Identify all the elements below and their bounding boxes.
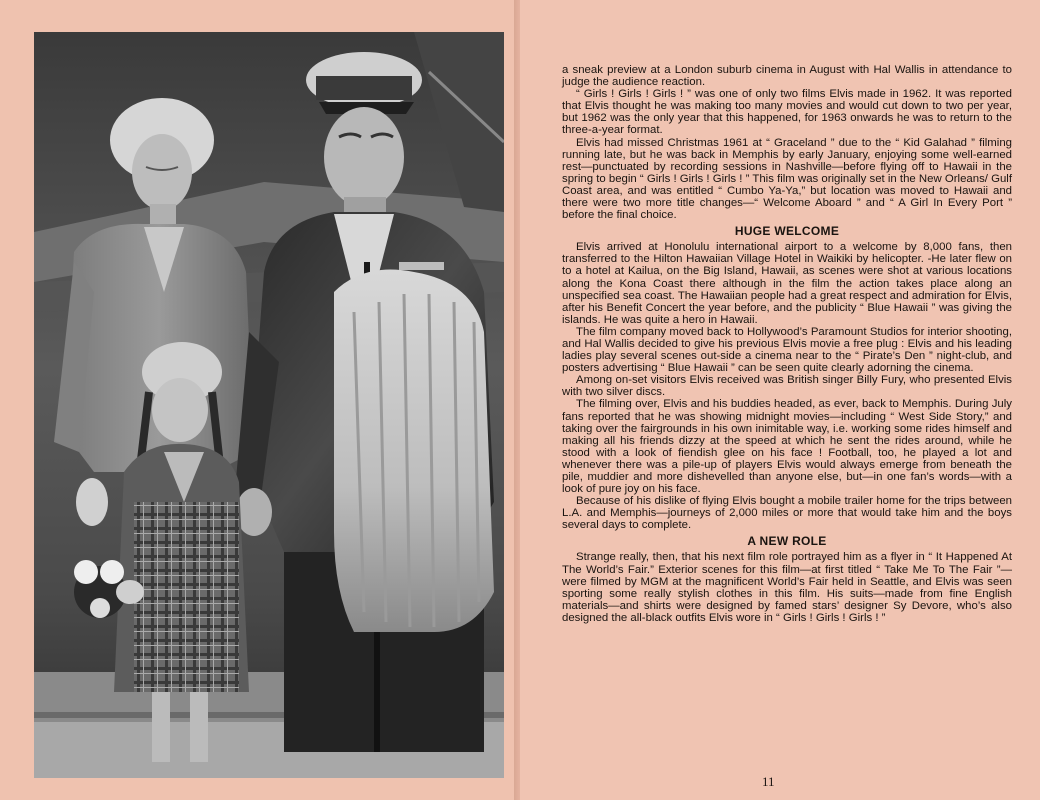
- film-still-image: [34, 32, 504, 778]
- paragraph: Elvis had missed Christmas 1961 at “ Graceland ” due to the “ Kid Galahad ” filming running late, but he was back in Memphis by early January, enjoying some well-earned rest—punctuated by recording sessions in Nashville—before flying off to Hawaii in the spring to begin “ Girls ! Girls ! Girls ! ” This film was originally set in the New Orleans/ Gulf Coast area, and was entitled “ Cumbo Ya-Ya,” but location was moved to Hawaii and there were two more title changes—“ Welcome Aboard ” and “ A Girl In Every Port ” before the final choice.: [562, 136, 1012, 222]
- section-heading-a-new-role: A NEW ROLE: [747, 534, 827, 549]
- paragraph: Strange really, then, that his next film role portrayed him as a flyer in “ It Happened At The World’s Fair.” Exterior scenes for this film—at first titled “ Take Me To The Fair ”—were filmed by MGM at the magnificent World’s Fair held in Seattle, and Elvis was seen sporting some really stylish clothes in this film. His suits—made from fine English materials—and shirts were designed by famed stars’ designer Sy Devore, who’s also designed the all-black outfits Elvis wore in “ Girls ! Girls ! Girls ! ”: [562, 551, 1012, 624]
- paragraph: The filming over, Elvis and his buddies headed, as ever, back to Memphis. During July fans reported that he was showing midnight movies—including “ West Side Story,” and taking over the fairgrounds in his own inimitable way, i.e. working some rides himself and making all his friends dizzy at the speed at which he sent the rides around, while he stood with a look of fiendish glee on his face ! Football, too, he played a lot and whenever there was a pile-up of players Elvis would always emerge from beneath the pile, muddier and more dishevelled than anyone else, but—in one fan’s words—with a look of pure joy on his face.: [562, 398, 1012, 496]
- paragraph: Among on-set visitors Elvis received was British singer Billy Fury, who presented Elvis with two silver discs.: [562, 374, 1012, 399]
- page-number: 11: [762, 774, 775, 789]
- paragraph: Because of his dislike of flying Elvis bought a mobile trailer home for the trips between L.A. and Memphis—journeys of 2,000 miles or more that would take him and the boys several days to complete.: [562, 495, 1012, 532]
- paragraph: Elvis arrived at Honolulu international airport to a welcome by 8,000 fans, then transferred to the Hilton Hawaiian Village Hotel in Waikiki by helicopter. -He later flew on to a hotel at Kailua, on the Big Island, Hawaii, as scenes were shot at various locations along the Kona Coast there although in the film the action takes place along an unspecified sea coast. The Hawaiian people had a great respect and admiration for Elvis, after his Benefit Concert the year before, and the publicity “ Blue Hawaii ” was giving the islands. He was quite a hero in Hawaii.: [562, 241, 1012, 326]
- section-heading-huge-welcome: HUGE WELCOME: [734, 224, 840, 239]
- paragraph: “ Girls ! Girls ! Girls ! ” was one of only two films Elvis made in 1962. It was reported that Elvis thought he was making too many movies and would cut down to two per year, but 1962 was the only year that this happened, for 1963 onwards he was to return to the three-a-year format.: [562, 88, 1012, 137]
- paragraph: a sneak preview at a London suburb cinema in August with Hal Wallis in attendance to judge the audience reaction.: [562, 64, 1012, 89]
- film-still-photo: [34, 32, 504, 778]
- article-text: [562, 64, 1012, 624]
- paragraph: The film company moved back to Hollywood’s Paramount Studios for interior shooting, and Hal Wallis decided to give his previous Elvis movie a free plug : Elvis and his leading ladies play several scenes out-side a cinema near to the “ Pirate’s Den ” night-club, and posters advertising “ Blue Hawaii ” can be seen quite clearly adorning the cinema.: [562, 325, 1012, 375]
